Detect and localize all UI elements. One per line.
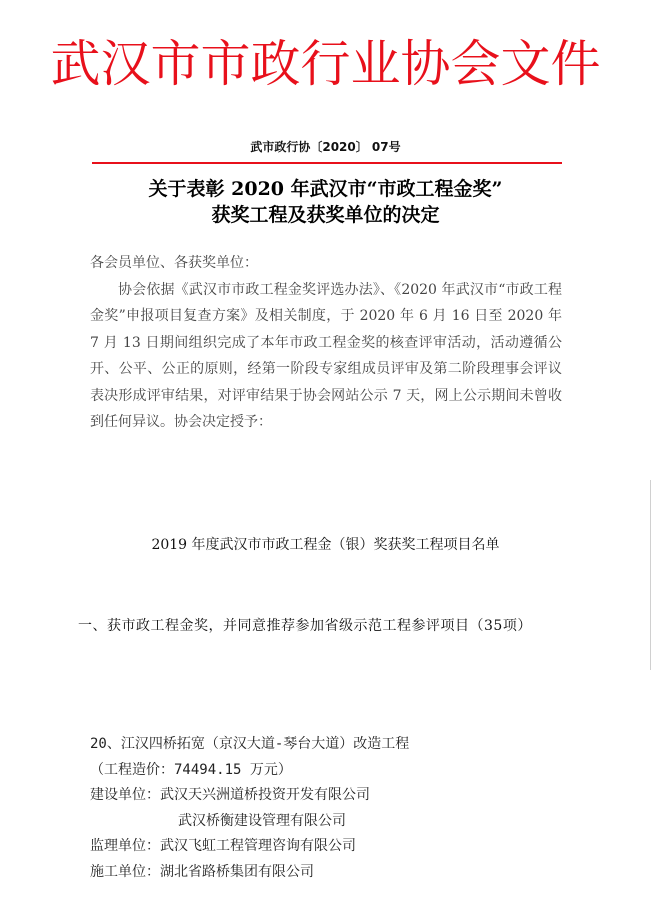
- red-divider: [92, 162, 562, 164]
- document-header-title: 武汉市市政行业协会文件: [50, 35, 601, 93]
- contractor-value: 湖北省路桥集团有限公司: [160, 863, 314, 880]
- contractor-row: [90, 860, 560, 886]
- supervisor-label: 监理单位：: [90, 838, 160, 854]
- builder-value-1: 武汉天兴洲道桥投资开发有限公司: [160, 787, 370, 803]
- award-list-title: 2019 年度武汉市市政工程金（银）奖获奖工程项目名单: [151, 537, 500, 553]
- project-entry: [90, 732, 560, 885]
- contractor-label: 施工单位：: [90, 863, 160, 880]
- section-heading: 一、获市政工程金奖，并同意推荐参加省级示范工程参评项目（35项）: [78, 618, 532, 634]
- supervisor-row: [90, 834, 560, 860]
- decision-title-line1: 关于表彰 2020 年武汉市“市政工程金奖”: [148, 178, 503, 200]
- decision-title-line2: 获奖工程及获奖单位的决定: [211, 204, 440, 226]
- builder-label: 建设单位：: [90, 787, 160, 803]
- project-name: 20、江汉四桥拓宽（京汉大道-琴台大道）改造工程: [90, 736, 410, 752]
- decision-paragraph: 协会依据《武汉市市政工程金奖评选办法》、《2020 年武汉市“市政工程金奖”申报项目复查方案》及相关制度，于 2020 年 6 月 16 日至 2020 年 7 月 13 日期间组织完成了本年市政工程金奖的核查评审活动，活动遵循公开、公平、公正的原则，经第一阶段专家组成员评审及第二阶段理事会评议表决形成评审结果，对评审结果于协会网站公示 7 天，网上公示期间未曾收到任何异议。协会决定授予：: [90, 281, 562, 430]
- supervisor-value: 武汉飞虹工程管理咨询有限公司: [160, 838, 356, 854]
- builder-value-2: 武汉桥衡建设管理有限公司: [178, 812, 346, 829]
- builder-row: [90, 783, 560, 809]
- document-number: 武市政行协〔2020〕 07号: [250, 140, 401, 154]
- salutation: 各会员单位、各获奖单位：: [90, 255, 258, 271]
- builder-row-2: [90, 809, 560, 835]
- decision-body: [90, 250, 562, 436]
- decision-title: [0, 176, 651, 228]
- project-cost: （工程造价：74494.15 万元）: [90, 761, 292, 778]
